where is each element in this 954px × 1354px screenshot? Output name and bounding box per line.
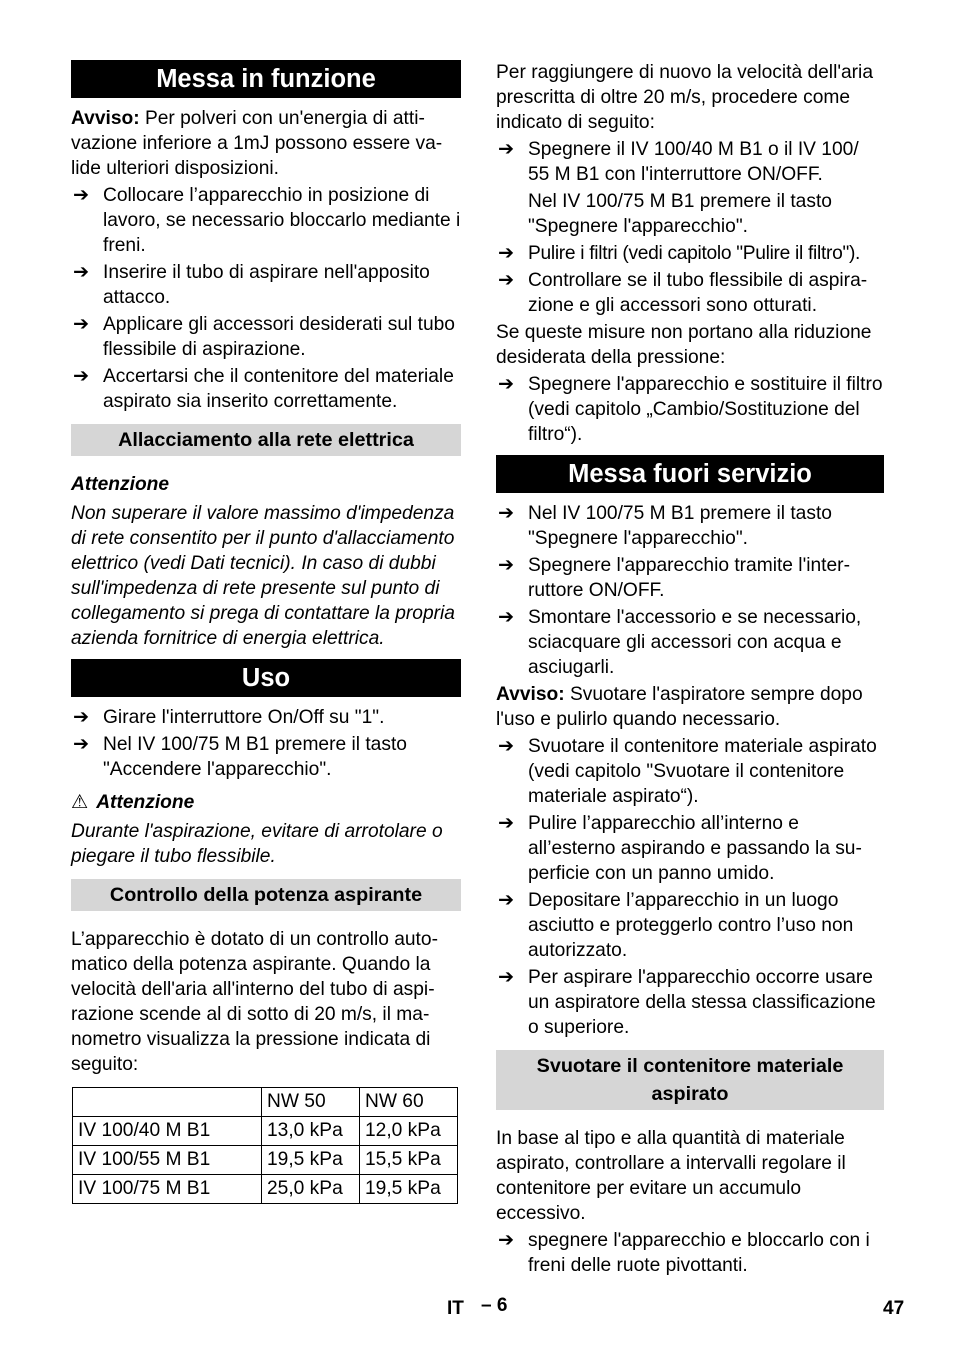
arrow-icon: ➔ <box>498 555 515 576</box>
arrow-icon: ➔ <box>498 1230 515 1251</box>
list-item <box>71 364 461 414</box>
list-item-text: Smontare l'accessorio e se necessario, sciacquare gli accessori con acqua e asciugarli. <box>528 607 862 678</box>
arrow-icon: ➔ <box>498 139 515 160</box>
arrow-icon: ➔ <box>498 270 515 291</box>
arrow-icon: ➔ <box>498 890 515 911</box>
left-column <box>71 60 461 1204</box>
list-item-text: Nel IV 100/75 M B1 premere il tasto "Spegnere l'apparecchio". <box>528 503 832 549</box>
avviso-text: Svuotare l'aspiratore sempre dopo l'uso e pulirlo quando necessario. <box>496 684 863 730</box>
attenzione-text: Non superare il valore massimo d'impedenza di rete consentito per il punto d'allacciamento elettrico (vedi Dati tecnici). In caso di dubbi sull'impedenza di rete presente sul punto di collegamento si prega di contattare la propria azienda fornitrice di energia elettrica. <box>71 503 455 649</box>
list-item-text: Accertarsi che il contenitore del materiale aspirato sia inserito correttamente. <box>103 366 454 412</box>
list-item-text: Girare l'interruttore On/Off su "1". <box>103 707 385 728</box>
attenzione-title-warning <box>71 790 461 815</box>
paragraph-svuotare: In base al tipo e alla quantità di materiale aspirato, controllare a intervalli regolare il contenitore per evitare un accumulo eccessivo. <box>496 1128 846 1224</box>
arrow-icon: ➔ <box>498 967 515 988</box>
list-item-text: Controllare se il tubo flessibile di aspirazione e gli accessori sono otturati. <box>528 270 868 316</box>
paragraph-velocita: Per raggiungere di nuovo la velocità dell'aria prescritta di oltre 20 m/s, procedere come indicato di seguito: <box>496 62 873 133</box>
table-header-cell: NW 60 <box>360 1088 458 1117</box>
list-item <box>496 734 884 809</box>
table-cell: 12,0 kPa <box>360 1117 458 1146</box>
footer-local-page: – 6 <box>481 1295 508 1316</box>
paragraph-controllo: L’apparecchio è dotato di un controllo automatico della potenza aspirante. Quando la velocità dell'aria all'interno del tubo di aspirazione scende al di sotto di 20 m/s, il manometro visualizza la pressione indicata di seguito: <box>71 929 438 1075</box>
table-row <box>73 1117 458 1146</box>
subheading-allacciamento: Allacciamento alla rete elettrica <box>71 424 461 456</box>
list-item-text: Svuotare il contenitore materiale aspirato (vedi capitolo "Svuotare il contenitore materiale aspirato“). <box>528 736 877 807</box>
paragraph-misure: Se queste misure non portano alla riduzione desiderata della pressione: <box>496 322 872 368</box>
arrow-icon: ➔ <box>498 736 515 757</box>
section-heading-messa-in-funzione: Messa in funzione <box>71 60 461 98</box>
attenzione-title: Attenzione <box>71 474 170 495</box>
subheading-svuotare: Svuotare il contenitore materiale aspirato <box>496 1050 884 1110</box>
table-cell: 25,0 kPa <box>262 1175 360 1204</box>
list-item <box>71 705 461 730</box>
avviso-paragraph <box>71 106 461 181</box>
arrow-icon: ➔ <box>498 813 515 834</box>
table-cell: 13,0 kPa <box>262 1117 360 1146</box>
table-row <box>73 1175 458 1204</box>
right-column <box>496 60 884 1280</box>
footer-language: IT <box>447 1298 464 1319</box>
list-item <box>71 260 461 310</box>
list-item-subparagraph: Nel IV 100/75 M B1 premere il tasto "Spegnere l'apparecchio". <box>528 191 832 237</box>
arrow-icon: ➔ <box>498 374 515 395</box>
table-cell: IV 100/40 M B1 <box>73 1117 262 1146</box>
table-header-cell: NW 50 <box>262 1088 360 1117</box>
section-heading-uso: Uso <box>71 659 461 697</box>
table-cell: IV 100/75 M B1 <box>73 1175 262 1204</box>
arrow-icon: ➔ <box>73 734 90 755</box>
avviso-paragraph-2 <box>496 682 884 732</box>
list-item <box>71 732 461 782</box>
table-cell: 19,5 kPa <box>360 1175 458 1204</box>
table-cell: 15,5 kPa <box>360 1146 458 1175</box>
table-header-row <box>73 1088 458 1117</box>
list-item <box>496 1228 884 1278</box>
list-item-text: Pulire l’apparecchio all’interno e all’esterno aspirando e passando la superficie con un panno umido. <box>528 813 862 884</box>
footer-page-number: 47 <box>883 1298 905 1319</box>
warning-triangle-icon: ⚠ <box>71 792 89 813</box>
list-item <box>496 137 884 187</box>
list-item-text: Depositare l’apparecchio in un luogo asciutto e proteggerlo contro l’uso non autorizzato. <box>528 890 854 961</box>
arrow-icon: ➔ <box>498 243 515 264</box>
list-item <box>496 811 884 886</box>
avviso-text: Per polveri con un'energia di attivazione inferiore a 1mJ possono essere valide ulteriori disposizioni. <box>71 108 443 179</box>
avviso-label: Avviso: <box>71 108 140 129</box>
arrow-icon: ➔ <box>73 185 90 206</box>
list-item <box>496 605 884 680</box>
attenzione-title-text: Attenzione <box>96 792 195 813</box>
list-item <box>496 268 884 318</box>
arrow-icon: ➔ <box>498 607 515 628</box>
list-item-text: Pulire i filtri (vedi capitolo "Pulire il filtro"). <box>528 243 861 264</box>
list-item-text: spegnere l'apparecchio e bloccarlo con i freni delle ruote pivottanti. <box>528 1230 870 1276</box>
list-item-text: Collocare l’apparecchio in posizione di lavoro, se necessario bloccarlo mediante i freni. <box>103 185 461 256</box>
list-item-text: Inserire il tubo di aspirare nell'apposito attacco. <box>103 262 430 308</box>
table-cell: IV 100/55 M B1 <box>73 1146 262 1175</box>
section-heading-messa-fuori-servizio: Messa fuori servizio <box>496 455 884 493</box>
list-item <box>496 372 884 447</box>
list-item-text: Applicare gli accessori desiderati sul tubo flessibile di aspirazione. <box>103 314 455 360</box>
list-item <box>71 183 461 258</box>
avviso-label: Avviso: <box>496 684 565 705</box>
arrow-icon: ➔ <box>73 262 90 283</box>
pressure-table <box>72 1087 458 1204</box>
table-header-cell <box>73 1088 262 1117</box>
arrow-icon: ➔ <box>498 503 515 524</box>
list-item <box>496 888 884 963</box>
subheading-controllo-potenza: Controllo della potenza aspirante <box>71 879 461 911</box>
table-row <box>73 1146 458 1175</box>
list-item-text: Nel IV 100/75 M B1 premere il tasto "Accendere l'apparecchio". <box>103 734 407 780</box>
attenzione-text: Durante l'aspirazione, evitare di arrotolare o piegare il tubo flessibile. <box>71 821 443 867</box>
list-item-text: Spegnere il IV 100/40 M B1 o il IV 100/ 55 M B1 con l'interruttore ON/OFF. <box>528 139 859 185</box>
list-item <box>496 501 884 551</box>
arrow-icon: ➔ <box>73 314 90 335</box>
list-item <box>496 553 884 603</box>
list-item-text: Spegnere l'apparecchio e sostituire il filtro (vedi capitolo „Cambio/Sostituzione del filtro“). <box>528 374 883 445</box>
table-cell: 19,5 kPa <box>262 1146 360 1175</box>
list-item <box>496 965 884 1040</box>
arrow-icon: ➔ <box>73 366 90 387</box>
list-item <box>496 241 884 266</box>
list-item-text: Spegnere l'apparecchio tramite l'interruttore ON/OFF. <box>528 555 850 601</box>
list-item <box>71 312 461 362</box>
arrow-icon: ➔ <box>73 707 90 728</box>
list-item-text: Per aspirare l'apparecchio occorre usare un aspiratore della stessa classificazione o superiore. <box>528 967 876 1038</box>
